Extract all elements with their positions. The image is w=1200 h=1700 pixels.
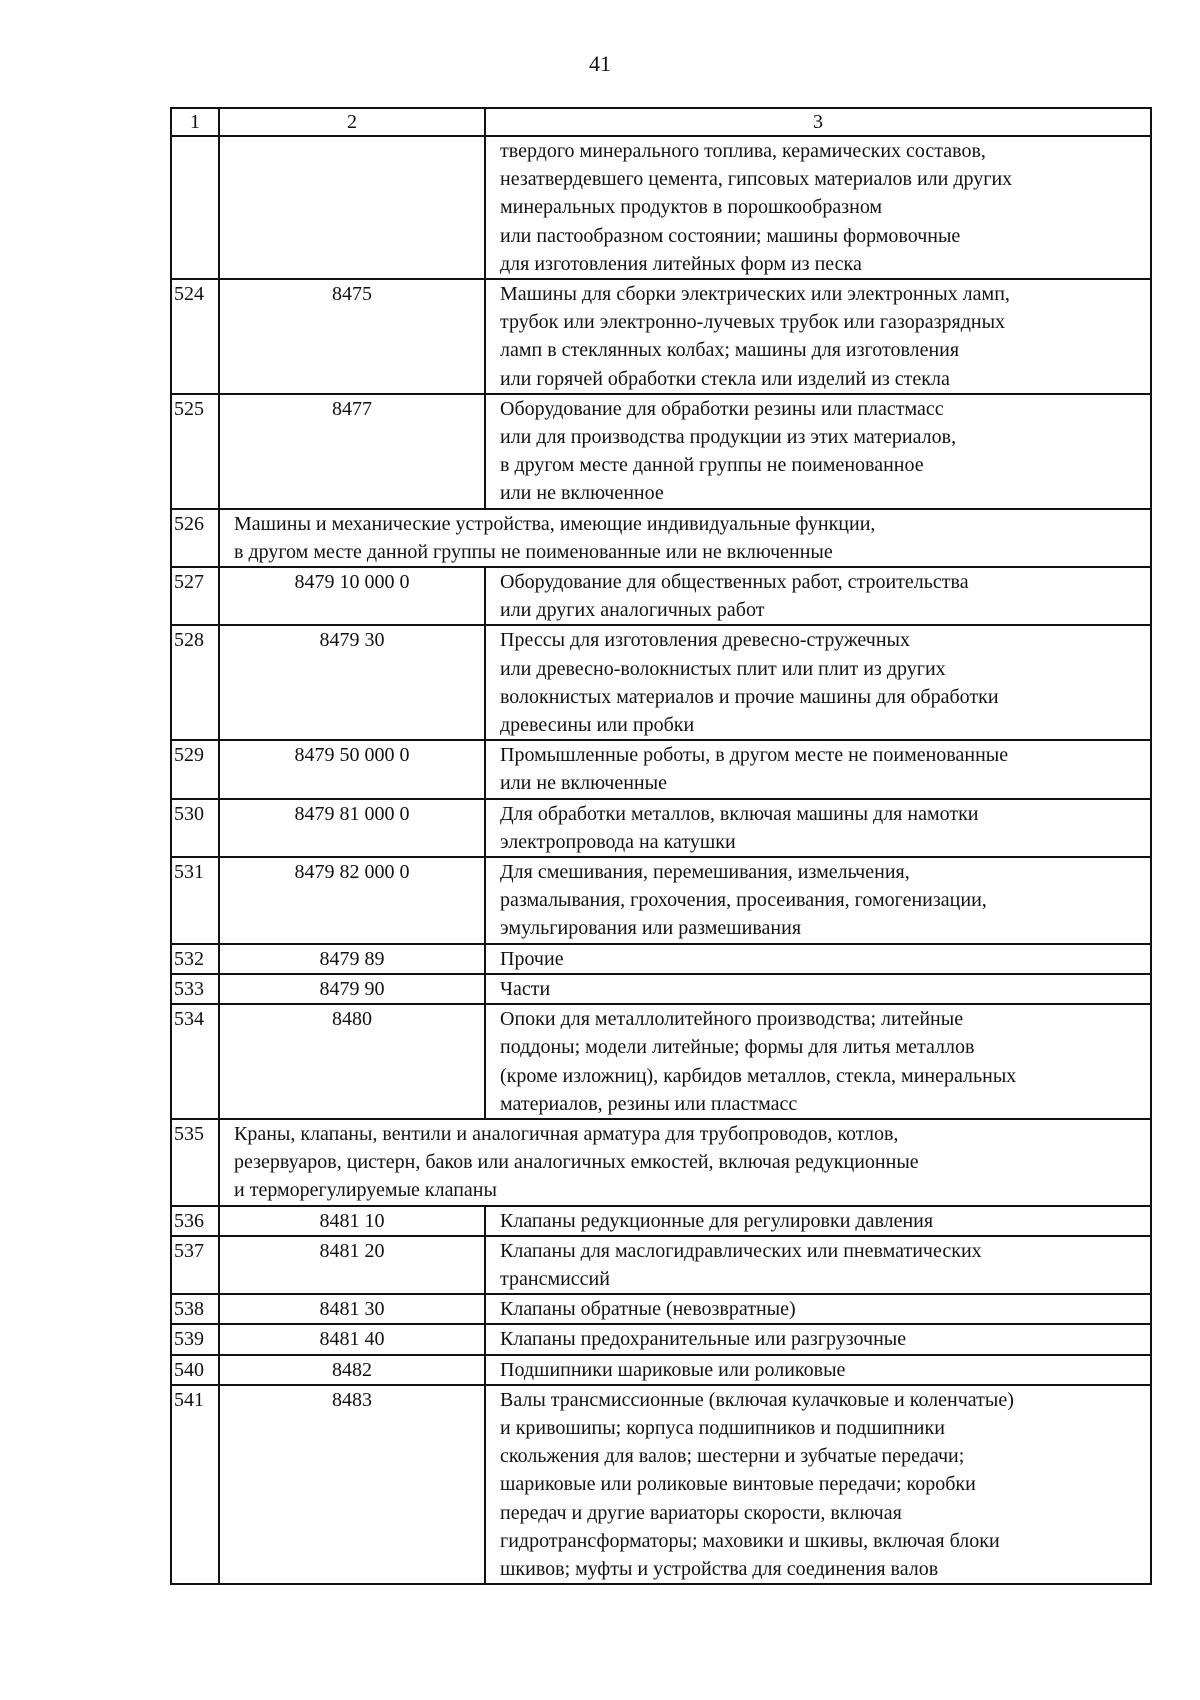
table-row: [171, 740, 1151, 798]
row-number: 535: [171, 1119, 219, 1206]
table-row: [171, 1385, 1151, 1584]
table-row: [171, 1294, 1151, 1324]
tn-ved-code: 8481 20: [219, 1236, 485, 1294]
tn-ved-code: 8479 89: [219, 944, 485, 974]
table-row: [171, 394, 1151, 509]
description-line: Подшипники шариковые или роликовые: [500, 1358, 846, 1381]
page-number: 41: [589, 51, 611, 76]
header-col-2: 2: [219, 108, 485, 136]
table-row: [171, 509, 1151, 567]
description-line: гидротрансформаторы; маховики и шкивы, включая блоки: [500, 1529, 1000, 1552]
table-body: [171, 136, 1151, 1584]
description-line: (кроме изложниц), карбидов металлов, стекла, минеральных: [500, 1064, 1017, 1087]
description-line: или древесно-волокнистых плит или плит из других: [500, 657, 946, 680]
tn-ved-code: 8479 81 000 0: [219, 799, 485, 857]
row-number: 526: [171, 509, 219, 567]
description-line: или горячей обработки стекла или изделий из стекла: [500, 367, 950, 390]
table-row: [171, 857, 1151, 944]
description: [485, 136, 1151, 279]
table-row: [171, 625, 1151, 740]
row-number: 525: [171, 394, 219, 509]
description-line: минеральных продуктов в порошкообразном: [500, 196, 883, 219]
group-heading: [219, 509, 1151, 567]
description-line: и кривошипы; корпуса подшипников и подшипники: [500, 1416, 945, 1439]
row-number: [171, 136, 219, 279]
tn-ved-code: 8479 90: [219, 974, 485, 1004]
row-number: 531: [171, 857, 219, 944]
description-line: электропровода на катушки: [500, 830, 736, 853]
description: [485, 1206, 1151, 1236]
classification-table: [170, 107, 1152, 1585]
tn-ved-code: [219, 136, 485, 279]
row-number: 528: [171, 625, 219, 740]
description-line: резервуаров, цистерн, баков или аналогичных емкостей, включая редукционные: [234, 1151, 919, 1174]
description: [485, 740, 1151, 798]
description-line: или других аналогичных работ: [500, 599, 765, 622]
description-line: трансмиссий: [500, 1267, 610, 1290]
description-line: Промышленные роботы, в другом месте не поименованные: [500, 744, 1009, 767]
description-line: Машины для сборки электрических или электронных ламп,: [500, 283, 1010, 306]
description-line: шкивов; муфты и устройства для соединения валов: [500, 1557, 939, 1580]
table-header-row: [171, 108, 1151, 136]
tn-ved-code: 8475: [219, 279, 485, 394]
table-row: [171, 1119, 1151, 1206]
description-line: Опоки для металлолитейного производства; литейные: [500, 1008, 964, 1031]
table-row: [171, 799, 1151, 857]
description-line: или пастообразном состоянии; машины формовочные: [500, 224, 961, 247]
description-line: Клапаны предохранительные или разгрузочные: [500, 1328, 907, 1351]
description-line: в другом месте данной группы не поименованное: [500, 454, 924, 477]
row-number: 540: [171, 1355, 219, 1385]
description-line: размалывания, грохочения, просеивания, гомогенизации,: [500, 889, 987, 912]
table-row: [171, 974, 1151, 1004]
tn-ved-code: 8481 30: [219, 1294, 485, 1324]
description-line: или не включенное: [500, 482, 664, 505]
table-row: [171, 1355, 1151, 1385]
description-line: эмульгирования или размешивания: [500, 917, 802, 940]
description-line: и терморегулируемые клапаны: [234, 1179, 497, 1202]
description-line: Оборудование для обработки резины или пластмасс: [500, 397, 944, 420]
row-number: 529: [171, 740, 219, 798]
description: [485, 944, 1151, 974]
description-line: трубок или электронно-лучевых трубок или газоразрядных: [500, 311, 1006, 334]
description-line: Клапаны редукционные для регулировки давления: [500, 1209, 934, 1232]
description: [485, 857, 1151, 944]
tn-ved-code: 8483: [219, 1385, 485, 1584]
description-line: древесины или пробки: [500, 714, 695, 737]
description: [485, 1004, 1151, 1119]
table-row: [171, 1236, 1151, 1294]
header-col-1: 1: [171, 108, 219, 136]
row-number: 538: [171, 1294, 219, 1324]
tn-ved-code: 8481 40: [219, 1324, 485, 1354]
tn-ved-code: 8480: [219, 1004, 485, 1119]
group-heading: [219, 1119, 1151, 1206]
description-line: скольжения для валов; шестерни и зубчатые передачи;: [500, 1445, 965, 1468]
description-line: Прессы для изготовления древесно-стружечных: [500, 629, 910, 652]
row-number: 537: [171, 1236, 219, 1294]
header-col-3: 3: [485, 108, 1151, 136]
table-row: [171, 944, 1151, 974]
tn-ved-code: 8477: [219, 394, 485, 509]
table-row: [171, 279, 1151, 394]
tn-ved-code: 8479 82 000 0: [219, 857, 485, 944]
description: [485, 394, 1151, 509]
row-number: 541: [171, 1385, 219, 1584]
description: [485, 974, 1151, 1004]
tn-ved-code: 8481 10: [219, 1206, 485, 1236]
row-number: 533: [171, 974, 219, 1004]
description-line: поддоны; модели литейные; формы для литья металлов: [500, 1036, 975, 1059]
description: [485, 799, 1151, 857]
table-row: [171, 567, 1151, 625]
description-line: шариковые или роликовые винтовые передачи; коробки: [500, 1473, 976, 1496]
tn-ved-code: 8479 10 000 0: [219, 567, 485, 625]
description-line: волокнистых материалов и прочие машины для обработки: [500, 685, 999, 708]
description-line: твердого минерального топлива, керамических составов,: [500, 140, 986, 162]
description-line: Части: [500, 977, 551, 1000]
row-number: 536: [171, 1206, 219, 1236]
table-row: [171, 1324, 1151, 1354]
description-line: Краны, клапаны, вентили и аналогичная арматура для трубопроводов, котлов,: [234, 1122, 899, 1145]
row-number: 527: [171, 567, 219, 625]
description-line: Клапаны для маслогидравлических или пневматических: [500, 1239, 982, 1262]
description: [485, 1294, 1151, 1324]
description: [485, 1355, 1151, 1385]
description-line: Прочие: [500, 947, 564, 970]
tn-ved-code: 8482: [219, 1355, 485, 1385]
description-line: в другом месте данной группы не поименованные или не включенные: [234, 540, 833, 563]
description-line: незатвердевшего цемента, гипсовых материалов или других: [500, 168, 1013, 191]
description-line: Для смешивания, перемешивания, измельчения,: [500, 861, 910, 884]
description-line: Клапаны обратные (невозвратные): [500, 1298, 796, 1321]
tn-ved-code: 8479 30: [219, 625, 485, 740]
row-number: 530: [171, 799, 219, 857]
description-line: Машины и механические устройства, имеющие индивидуальные функции,: [234, 512, 876, 535]
row-number: 524: [171, 279, 219, 394]
description: [485, 1324, 1151, 1354]
row-number: 532: [171, 944, 219, 974]
description-line: для изготовления литейных форм из песка: [500, 252, 862, 275]
row-number: 539: [171, 1324, 219, 1354]
description-line: Валы трансмиссионные (включая кулачковые и коленчатые): [500, 1388, 1014, 1411]
description: [485, 567, 1151, 625]
description-line: Для обработки металлов, включая машины для намотки: [500, 802, 979, 825]
description-line: ламп в стеклянных колбах; машины для изготовления: [500, 339, 960, 362]
description: [485, 625, 1151, 740]
table-row: [171, 1206, 1151, 1236]
description: [485, 1236, 1151, 1294]
description-line: или для производства продукции из этих материалов,: [500, 426, 957, 449]
description-line: материалов, резины или пластмасс: [500, 1092, 798, 1115]
description-line: передач и другие вариаторы скорости, включая: [500, 1501, 902, 1524]
description: [485, 1385, 1151, 1584]
description-line: Оборудование для общественных работ, строительства: [500, 571, 969, 594]
table-row: [171, 136, 1151, 279]
description-line: или не включенные: [500, 772, 667, 795]
tn-ved-code: 8479 50 000 0: [219, 740, 485, 798]
description: [485, 279, 1151, 394]
table-row: [171, 1004, 1151, 1119]
row-number: 534: [171, 1004, 219, 1119]
